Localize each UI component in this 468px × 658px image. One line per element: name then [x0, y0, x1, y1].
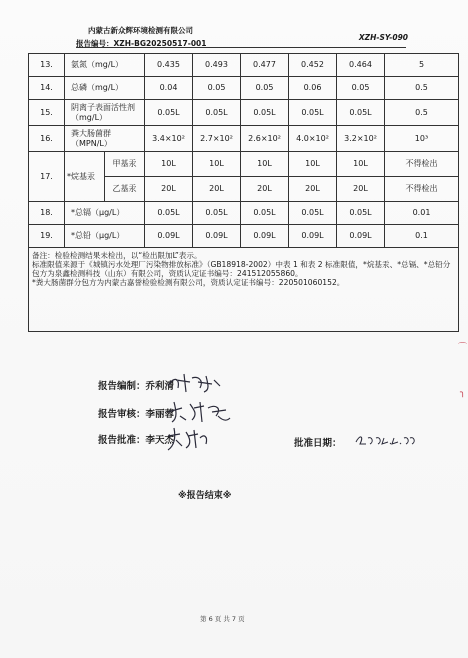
sub-item-name: 甲基汞: [105, 152, 145, 177]
value-cell: 3.2×10²: [337, 126, 385, 152]
value-cell: 0.05L: [337, 202, 385, 225]
value-cell: 0.05L: [193, 100, 241, 126]
value-cell: 0.435: [145, 54, 193, 77]
stamp-edge-mark: ╮: [460, 388, 466, 398]
value-cell: 0.09L: [193, 225, 241, 248]
item-name: 总磷（mg/L）: [65, 77, 145, 100]
item-name: 氨氮（mg/L）: [65, 54, 145, 77]
reviewer-sign-text: 李丽蓉: [164, 398, 167, 399]
limit-cell: 5: [385, 54, 459, 77]
value-cell: 0.05L: [145, 100, 193, 126]
table-row: [29, 225, 459, 248]
limit-cell: 不得检出: [385, 152, 459, 177]
note-detection: 备注：检验检测结果未检出，以“检出限加L”表示。: [32, 251, 202, 260]
row-number: 13.: [29, 54, 65, 77]
value-cell: 10L: [241, 152, 289, 177]
table-row: [29, 77, 459, 100]
value-cell: 0.09L: [337, 225, 385, 248]
company-name: 内蒙古新众辉环境检测有限公司: [88, 26, 193, 35]
compiler-signature: [164, 370, 224, 396]
value-cell: 20L: [289, 177, 337, 202]
value-cell: 0.05L: [241, 202, 289, 225]
value-cell: 0.09L: [145, 225, 193, 248]
item-name: *总镉（μg/L）: [65, 202, 145, 225]
header-rule: [76, 47, 406, 48]
report-end-mark: ※报告结束※: [178, 491, 232, 501]
item-name: 粪大肠菌群（MPN/L）: [65, 126, 145, 152]
value-cell: 0.464: [337, 54, 385, 77]
value-cell: 20L: [193, 177, 241, 202]
table-row: [29, 202, 459, 225]
note-subcontract: *粪大肠菌群分包方为内蒙古嘉誉检验检测有限公司，资质认定证书编号：220501060152。: [32, 278, 345, 288]
item-name: 阴离子表面活性剂（mg/L）: [65, 100, 145, 126]
reviewer-name: 李丽蓉: [145, 409, 175, 420]
limit-cell: 10³: [385, 126, 459, 152]
value-cell: 0.05L: [289, 100, 337, 126]
row-number: 14.: [29, 77, 65, 100]
notes-row: [29, 248, 459, 332]
value-cell: 0.04: [145, 77, 193, 100]
page-footer: 第 6 页 共 7 页: [200, 615, 245, 623]
reviewer-signature: [164, 398, 234, 426]
compiler-sign-text: 乔利清: [164, 370, 167, 371]
limit-cell: 不得检出: [385, 177, 459, 202]
value-cell: 2.6×10²: [241, 126, 289, 152]
limit-cell: 0.5: [385, 100, 459, 126]
limit-cell: 0.1: [385, 225, 459, 248]
value-cell: 0.452: [289, 54, 337, 77]
table-row: [29, 100, 459, 126]
value-cell: 0.05L: [145, 202, 193, 225]
value-cell: 0.09L: [241, 225, 289, 248]
report-number: 报告编号：XZH-BG20250517-001: [76, 39, 207, 48]
note-standard: 标准限值来源于《城镇污水处理厂污染物排放标准》（GB18918-2002）中表 1 和表 2 标准限值，*烷基汞、*总镉、*总铅分包方为泉鑫检测科技（山东）有限公司，资质认定证书编号：241512055860。: [32, 260, 451, 279]
row-number: 19.: [29, 225, 65, 248]
limit-cell: 0.01: [385, 202, 459, 225]
value-cell: 0.05L: [241, 100, 289, 126]
value-cell: 0.493: [193, 54, 241, 77]
results-table: [28, 53, 459, 332]
table-row: [29, 152, 459, 177]
value-cell: 10L: [145, 152, 193, 177]
approver-sign-text: 李天杰: [164, 424, 167, 425]
value-cell: 3.4×10²: [145, 126, 193, 152]
value-cell: 0.477: [241, 54, 289, 77]
document-code: XZH-SY-090: [358, 33, 408, 42]
value-cell: 20L: [337, 177, 385, 202]
row-number: 17.: [29, 152, 65, 202]
stamp-edge-mark: ⌒: [458, 343, 468, 353]
row-number: 18.: [29, 202, 65, 225]
reviewer-line: [98, 406, 174, 420]
value-cell: 0.05: [337, 77, 385, 100]
approver-signature: [164, 424, 212, 452]
value-cell: 0.05L: [193, 202, 241, 225]
approver-name: 李天杰: [145, 435, 175, 446]
notes-cell: [29, 248, 459, 332]
item-name: *总铅（μg/L）: [65, 225, 145, 248]
date-sign-text: 2025.5.20: [354, 430, 360, 431]
approval-date-label: 批准日期：: [294, 438, 342, 449]
table-row: [29, 54, 459, 77]
item-name: *烷基汞: [65, 152, 105, 202]
value-cell: 10L: [289, 152, 337, 177]
value-cell: 20L: [241, 177, 289, 202]
limit-cell: 0.5: [385, 77, 459, 100]
value-cell: 2.7×10²: [193, 126, 241, 152]
compiler-label: 报告编制：: [98, 381, 146, 392]
approval-date-handwritten: [354, 430, 418, 448]
reviewer-label: 报告审核：: [98, 409, 146, 420]
value-cell: 0.05L: [337, 100, 385, 126]
approver-label: 报告批准：: [98, 435, 146, 446]
value-cell: 0.05: [193, 77, 241, 100]
value-cell: 10L: [193, 152, 241, 177]
value-cell: 4.0×10²: [289, 126, 337, 152]
value-cell: 10L: [337, 152, 385, 177]
table-row: [29, 126, 459, 152]
compiler-name: 乔利清: [145, 381, 175, 392]
row-number: 15.: [29, 100, 65, 126]
value-cell: 0.06: [289, 77, 337, 100]
row-number: 16.: [29, 126, 65, 152]
value-cell: 0.09L: [289, 225, 337, 248]
sub-item-name: 乙基汞: [105, 177, 145, 202]
value-cell: 0.05: [241, 77, 289, 100]
value-cell: 20L: [145, 177, 193, 202]
approver-line: [98, 432, 174, 446]
compiler-line: [98, 378, 174, 392]
value-cell: 0.05L: [289, 202, 337, 225]
